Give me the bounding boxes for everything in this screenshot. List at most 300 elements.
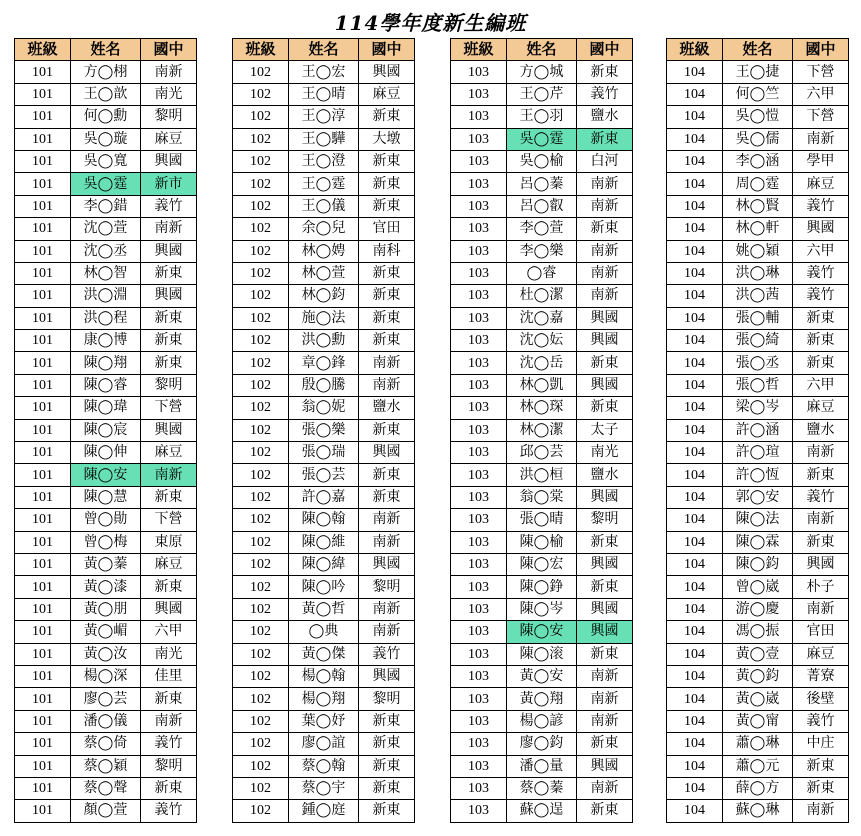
student-name-cell: 方◯城 xyxy=(507,61,577,83)
student-name-cell: 洪◯琳 xyxy=(723,262,793,284)
student-name-cell: 何◯竺 xyxy=(723,83,793,105)
junior-high-cell: 黎明 xyxy=(577,509,633,531)
table-row xyxy=(667,128,849,150)
junior-high-cell: 新東 xyxy=(577,352,633,374)
junior-high-cell: 義竹 xyxy=(793,710,849,732)
class-cell: 102 xyxy=(233,755,289,777)
student-name-cell: 張◯輔 xyxy=(723,307,793,329)
table-row xyxy=(15,330,197,352)
junior-high-cell: 新東 xyxy=(359,800,415,822)
class-cell: 101 xyxy=(15,800,71,822)
student-name-cell: 蔡◯翰 xyxy=(289,755,359,777)
junior-high-cell: 下營 xyxy=(141,509,197,531)
class-cell: 101 xyxy=(15,307,71,329)
student-name-cell: 蘇◯琳 xyxy=(723,800,793,822)
class-cell: 101 xyxy=(15,464,71,486)
class-cell: 103 xyxy=(451,531,507,553)
table-row xyxy=(451,486,633,508)
class-cell: 101 xyxy=(15,643,71,665)
table-row xyxy=(451,509,633,531)
table-row xyxy=(15,195,197,217)
table-row xyxy=(233,553,415,575)
table-row xyxy=(451,397,633,419)
student-name-cell: 周◯霆 xyxy=(723,173,793,195)
junior-high-cell: 南新 xyxy=(359,531,415,553)
junior-high-cell: 新東 xyxy=(141,262,197,284)
junior-high-cell: 黎明 xyxy=(141,374,197,396)
table-row xyxy=(15,307,197,329)
junior-high-cell: 新東 xyxy=(577,61,633,83)
table-row xyxy=(667,777,849,799)
student-name-cell: 沈◯嘉 xyxy=(507,307,577,329)
class-cell: 102 xyxy=(233,800,289,822)
junior-high-cell: 新東 xyxy=(359,755,415,777)
junior-high-cell: 後壁 xyxy=(793,688,849,710)
class-cell: 104 xyxy=(667,665,723,687)
student-name-cell: 蕭◯琳 xyxy=(723,733,793,755)
student-name-cell: 余◯兒 xyxy=(289,218,359,240)
class-cell: 101 xyxy=(15,374,71,396)
class-cell: 101 xyxy=(15,710,71,732)
header-class: 班級 xyxy=(451,39,507,61)
junior-high-cell: 興國 xyxy=(141,240,197,262)
class-cell: 102 xyxy=(233,553,289,575)
table-row xyxy=(451,777,633,799)
table-row xyxy=(233,598,415,620)
table-row xyxy=(667,442,849,464)
junior-high-cell: 南新 xyxy=(359,352,415,374)
table-row xyxy=(667,397,849,419)
class-cell: 104 xyxy=(667,621,723,643)
table-row xyxy=(15,173,197,195)
student-name-cell: 洪◯程 xyxy=(71,307,141,329)
class-cell: 104 xyxy=(667,598,723,620)
class-cell: 101 xyxy=(15,262,71,284)
class-cell: 103 xyxy=(451,576,507,598)
student-name-cell: 黃◯汝 xyxy=(71,643,141,665)
class-cell: 102 xyxy=(233,128,289,150)
junior-high-cell: 南光 xyxy=(141,83,197,105)
table-row xyxy=(667,240,849,262)
header-name: 姓名 xyxy=(289,39,359,61)
class-cell: 104 xyxy=(667,777,723,799)
student-name-cell: 郭◯安 xyxy=(723,486,793,508)
student-name-cell: 陳◯瑋 xyxy=(71,397,141,419)
student-name-cell: 康◯博 xyxy=(71,330,141,352)
junior-high-cell: 南新 xyxy=(359,374,415,396)
student-name-cell: 翁◯妮 xyxy=(289,397,359,419)
student-name-cell: 張◯樂 xyxy=(289,419,359,441)
student-name-cell: 楊◯深 xyxy=(71,665,141,687)
student-name-cell: 張◯瑞 xyxy=(289,442,359,464)
table-row xyxy=(233,419,415,441)
student-name-cell: ◯典 xyxy=(289,621,359,643)
table-row xyxy=(15,665,197,687)
class-cell: 101 xyxy=(15,195,71,217)
table-row xyxy=(451,755,633,777)
table-row xyxy=(233,352,415,374)
student-name-cell: 殷◯騰 xyxy=(289,374,359,396)
table-row xyxy=(233,621,415,643)
class-cell: 104 xyxy=(667,464,723,486)
student-name-cell: 潘◯儀 xyxy=(71,710,141,732)
junior-high-cell: 興國 xyxy=(577,307,633,329)
table-row xyxy=(451,262,633,284)
table-row xyxy=(15,106,197,128)
table-row xyxy=(233,307,415,329)
student-name-cell: 章◯鋒 xyxy=(289,352,359,374)
class-cell: 101 xyxy=(15,755,71,777)
page-title: 114學年度新生編班 xyxy=(334,11,527,35)
class-cell: 104 xyxy=(667,486,723,508)
class-cell: 103 xyxy=(451,150,507,172)
class-cell: 101 xyxy=(15,173,71,195)
junior-high-cell: 新東 xyxy=(359,150,415,172)
junior-high-cell: 義竹 xyxy=(359,643,415,665)
student-name-cell: 黃◯甯 xyxy=(723,710,793,732)
junior-high-cell: 新東 xyxy=(359,262,415,284)
table-row xyxy=(233,643,415,665)
student-name-cell: 廖◯鈞 xyxy=(507,733,577,755)
junior-high-cell: 義竹 xyxy=(141,195,197,217)
student-name-cell: 曾◯梅 xyxy=(71,531,141,553)
junior-high-cell: 興國 xyxy=(141,419,197,441)
junior-high-cell: 下營 xyxy=(793,61,849,83)
class-cell: 103 xyxy=(451,777,507,799)
table-row xyxy=(233,777,415,799)
student-name-cell: 陳◯宸 xyxy=(71,419,141,441)
table-row xyxy=(667,285,849,307)
table-row xyxy=(233,330,415,352)
junior-high-cell: 興國 xyxy=(793,553,849,575)
class-cell: 102 xyxy=(233,61,289,83)
class-cell: 103 xyxy=(451,486,507,508)
class-cell: 102 xyxy=(233,106,289,128)
class-cell: 101 xyxy=(15,442,71,464)
table-row xyxy=(233,464,415,486)
table-row xyxy=(233,61,415,83)
class-cell: 103 xyxy=(451,128,507,150)
junior-high-cell: 新東 xyxy=(359,307,415,329)
table-row xyxy=(667,307,849,329)
class-cell: 104 xyxy=(667,397,723,419)
student-name-cell: 陳◯錚 xyxy=(507,576,577,598)
class-cell: 104 xyxy=(667,688,723,710)
junior-high-cell: 興國 xyxy=(577,621,633,643)
student-name-cell: 陳◯滚 xyxy=(507,643,577,665)
student-name-cell: 吳◯儒 xyxy=(723,128,793,150)
junior-high-cell: 新東 xyxy=(577,397,633,419)
junior-high-cell: 義竹 xyxy=(141,733,197,755)
table-row xyxy=(451,240,633,262)
class-cell: 103 xyxy=(451,800,507,822)
class-cell: 103 xyxy=(451,195,507,217)
junior-high-cell: 興國 xyxy=(577,486,633,508)
class-cell: 101 xyxy=(15,128,71,150)
student-name-cell: 施◯法 xyxy=(289,307,359,329)
table-row xyxy=(667,733,849,755)
class-cell: 104 xyxy=(667,374,723,396)
student-name-cell: 吳◯璇 xyxy=(71,128,141,150)
student-name-cell: 林◯賢 xyxy=(723,195,793,217)
junior-high-cell: 新東 xyxy=(141,486,197,508)
class-cell: 103 xyxy=(451,285,507,307)
class-cell: 104 xyxy=(667,442,723,464)
class-cell: 103 xyxy=(451,442,507,464)
class-cell: 102 xyxy=(233,397,289,419)
class-cell: 102 xyxy=(233,665,289,687)
student-name-cell: 張◯晴 xyxy=(507,509,577,531)
junior-high-cell: 麻豆 xyxy=(793,643,849,665)
junior-high-cell: 新東 xyxy=(577,128,633,150)
class-cell: 101 xyxy=(15,240,71,262)
table-row xyxy=(667,621,849,643)
table-row xyxy=(15,621,197,643)
class-cell: 102 xyxy=(233,240,289,262)
junior-high-cell: 菁寮 xyxy=(793,665,849,687)
table-row xyxy=(451,733,633,755)
student-name-cell: 楊◯翰 xyxy=(289,665,359,687)
student-name-cell: 沈◯丞 xyxy=(71,240,141,262)
junior-high-cell: 新東 xyxy=(359,330,415,352)
student-name-cell: 王◯捷 xyxy=(723,61,793,83)
class-cell: 104 xyxy=(667,710,723,732)
class-cell: 104 xyxy=(667,800,723,822)
class-cell: 102 xyxy=(233,531,289,553)
junior-high-cell: 六甲 xyxy=(793,374,849,396)
class-cell: 102 xyxy=(233,733,289,755)
class-cell: 103 xyxy=(451,665,507,687)
junior-high-cell: 朴子 xyxy=(793,576,849,598)
class-cell: 103 xyxy=(451,419,507,441)
table-row xyxy=(667,486,849,508)
class-cell: 103 xyxy=(451,621,507,643)
class-cell: 101 xyxy=(15,218,71,240)
junior-high-cell: 興國 xyxy=(359,553,415,575)
junior-high-cell: 義竹 xyxy=(793,262,849,284)
class-cell: 102 xyxy=(233,285,289,307)
student-name-cell: 曾◯崴 xyxy=(723,576,793,598)
class-cell: 103 xyxy=(451,553,507,575)
junior-high-cell: 南新 xyxy=(793,800,849,822)
header-school: 國中 xyxy=(141,39,197,61)
junior-high-cell: 興國 xyxy=(577,755,633,777)
class-cell: 101 xyxy=(15,777,71,799)
student-name-cell: 黃◯鈞 xyxy=(723,665,793,687)
table-row xyxy=(233,128,415,150)
class-cell: 103 xyxy=(451,106,507,128)
junior-high-cell: 南新 xyxy=(577,173,633,195)
table-row xyxy=(667,195,849,217)
class-cell: 102 xyxy=(233,352,289,374)
junior-high-cell: 新東 xyxy=(793,464,849,486)
table-row xyxy=(233,397,415,419)
student-name-cell: 陳◯伸 xyxy=(71,442,141,464)
class-cell: 104 xyxy=(667,285,723,307)
class-cell: 102 xyxy=(233,262,289,284)
table-row xyxy=(233,486,415,508)
junior-high-cell: 麻豆 xyxy=(141,128,197,150)
table-row xyxy=(451,106,633,128)
class-cell: 102 xyxy=(233,598,289,620)
junior-high-cell: 下營 xyxy=(793,106,849,128)
junior-high-cell: 新市 xyxy=(141,173,197,195)
junior-high-cell: 興國 xyxy=(577,598,633,620)
class-cell: 102 xyxy=(233,218,289,240)
student-name-cell: 許◯瑄 xyxy=(723,442,793,464)
table-row xyxy=(233,665,415,687)
junior-high-cell: 南新 xyxy=(577,240,633,262)
table-row xyxy=(667,464,849,486)
class-cell: 101 xyxy=(15,733,71,755)
student-name-cell: 翁◯棠 xyxy=(507,486,577,508)
class-cell: 104 xyxy=(667,643,723,665)
junior-high-cell: 新東 xyxy=(141,330,197,352)
table-row xyxy=(451,419,633,441)
student-name-cell: 李◯涵 xyxy=(723,150,793,172)
student-name-cell: 陳◯法 xyxy=(723,509,793,531)
student-name-cell: 王◯霆 xyxy=(289,173,359,195)
table-row xyxy=(15,419,197,441)
junior-high-cell: 新東 xyxy=(359,106,415,128)
junior-high-cell: 太子 xyxy=(577,419,633,441)
junior-high-cell: 新東 xyxy=(359,486,415,508)
student-name-cell: 薛◯方 xyxy=(723,777,793,799)
junior-high-cell: 義竹 xyxy=(793,195,849,217)
table-row xyxy=(15,509,197,531)
table-row xyxy=(15,643,197,665)
header-class: 班級 xyxy=(233,39,289,61)
table-row xyxy=(451,464,633,486)
table-row xyxy=(451,285,633,307)
student-name-cell: 陳◯霖 xyxy=(723,531,793,553)
student-name-cell: 吳◯寬 xyxy=(71,150,141,172)
student-name-cell: 蕭◯元 xyxy=(723,755,793,777)
student-name-cell: 蔡◯聲 xyxy=(71,777,141,799)
table-row xyxy=(233,106,415,128)
class-cell: 102 xyxy=(233,643,289,665)
student-name-cell: 邱◯芸 xyxy=(507,442,577,464)
class-cell: 101 xyxy=(15,150,71,172)
table-row xyxy=(15,218,197,240)
junior-high-cell: 新東 xyxy=(793,307,849,329)
table-row xyxy=(15,464,197,486)
class-cell: 102 xyxy=(233,173,289,195)
student-name-cell: 黃◯哲 xyxy=(289,598,359,620)
junior-high-cell: 新東 xyxy=(793,531,849,553)
table-row xyxy=(667,755,849,777)
class-cell: 102 xyxy=(233,509,289,531)
student-name-cell: 許◯嘉 xyxy=(289,486,359,508)
student-name-cell: 吳◯霆 xyxy=(71,173,141,195)
junior-high-cell: 東原 xyxy=(141,531,197,553)
junior-high-cell: 新東 xyxy=(577,733,633,755)
junior-high-cell: 新東 xyxy=(359,733,415,755)
student-name-cell: 黃◯嵋 xyxy=(71,621,141,643)
class-cell: 104 xyxy=(667,531,723,553)
junior-high-cell: 六甲 xyxy=(793,83,849,105)
junior-high-cell: 興國 xyxy=(359,442,415,464)
student-name-cell: 楊◯諺 xyxy=(507,710,577,732)
table-row xyxy=(15,150,197,172)
class-cell: 101 xyxy=(15,83,71,105)
student-name-cell: 王◯驊 xyxy=(289,128,359,150)
student-name-cell: 杜◯潔 xyxy=(507,285,577,307)
table-row xyxy=(233,374,415,396)
junior-high-cell: 麻豆 xyxy=(141,442,197,464)
class-cell: 102 xyxy=(233,195,289,217)
student-name-cell: ◯睿 xyxy=(507,262,577,284)
table-row xyxy=(233,262,415,284)
junior-high-cell: 新東 xyxy=(577,576,633,598)
class-cell: 103 xyxy=(451,598,507,620)
junior-high-cell: 新東 xyxy=(359,419,415,441)
junior-high-cell: 興國 xyxy=(359,665,415,687)
table-row xyxy=(15,61,197,83)
header-school: 國中 xyxy=(793,39,849,61)
class-cell: 101 xyxy=(15,330,71,352)
class-cell: 102 xyxy=(233,419,289,441)
class-cell: 102 xyxy=(233,486,289,508)
class-cell: 103 xyxy=(451,240,507,262)
student-name-cell: 王◯澄 xyxy=(289,150,359,172)
table-row xyxy=(233,733,415,755)
table-row xyxy=(451,173,633,195)
class-cell: 101 xyxy=(15,598,71,620)
student-name-cell: 陳◯榆 xyxy=(507,531,577,553)
junior-high-cell: 義竹 xyxy=(141,800,197,822)
junior-high-cell: 新東 xyxy=(793,352,849,374)
student-name-cell: 張◯綺 xyxy=(723,330,793,352)
table-row xyxy=(667,531,849,553)
student-name-cell: 林◯鈞 xyxy=(289,285,359,307)
class-cell: 104 xyxy=(667,106,723,128)
header-class: 班級 xyxy=(667,39,723,61)
junior-high-cell: 興國 xyxy=(359,61,415,83)
student-name-cell: 林◯智 xyxy=(71,262,141,284)
table-row xyxy=(451,553,633,575)
class-cell: 104 xyxy=(667,83,723,105)
table-row xyxy=(667,598,849,620)
junior-high-cell: 南新 xyxy=(141,464,197,486)
student-name-cell: 王◯羽 xyxy=(507,106,577,128)
class-cell: 103 xyxy=(451,352,507,374)
table-row xyxy=(451,531,633,553)
junior-high-cell: 南新 xyxy=(359,509,415,531)
class-cell: 103 xyxy=(451,509,507,531)
table-row xyxy=(233,509,415,531)
class-cell: 102 xyxy=(233,150,289,172)
table-row xyxy=(15,128,197,150)
student-name-cell: 呂◯叡 xyxy=(507,195,577,217)
class-cell: 104 xyxy=(667,330,723,352)
table-row xyxy=(233,576,415,598)
student-name-cell: 王◯淳 xyxy=(289,106,359,128)
junior-high-cell: 義竹 xyxy=(793,285,849,307)
junior-high-cell: 官田 xyxy=(793,621,849,643)
class-cell: 101 xyxy=(15,688,71,710)
student-name-cell: 洪◯淵 xyxy=(71,285,141,307)
student-name-cell: 陳◯鈞 xyxy=(723,553,793,575)
student-name-cell: 蘇◯逞 xyxy=(507,800,577,822)
class-cell: 101 xyxy=(15,106,71,128)
student-name-cell: 陳◯安 xyxy=(71,464,141,486)
table-row xyxy=(15,374,197,396)
table-row xyxy=(15,576,197,598)
table-row xyxy=(667,509,849,531)
class-cell: 102 xyxy=(233,710,289,732)
junior-high-cell: 新東 xyxy=(359,464,415,486)
